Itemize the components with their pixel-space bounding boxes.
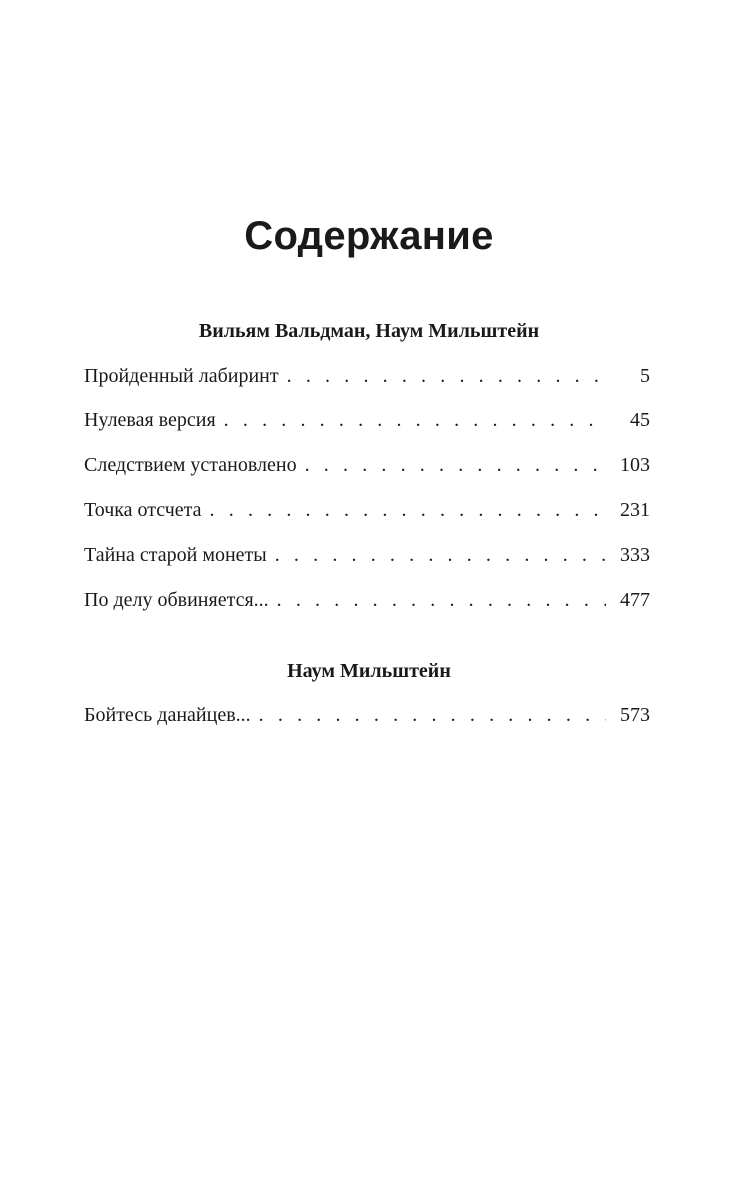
- toc-entry[interactable]: [84, 406, 650, 434]
- toc-entry-title: Следствием установлено: [84, 454, 297, 476]
- toc-dot-leader: [210, 496, 606, 524]
- toc-entry-title: Бойтесь данайцев...: [84, 704, 251, 726]
- toc-dot-leader: [287, 362, 606, 390]
- page-title: Содержание: [244, 214, 494, 258]
- toc-dot-leader: [224, 406, 606, 434]
- toc-entry[interactable]: [84, 541, 650, 569]
- toc-entry-page: 45: [630, 409, 650, 431]
- toc-dot-leader: [277, 586, 606, 614]
- toc-dot-leader: [275, 541, 606, 569]
- toc-entry-page: 573: [620, 704, 650, 726]
- toc-entry-title: Точка отсчета: [84, 499, 202, 521]
- toc-entry[interactable]: [84, 701, 650, 729]
- toc-entry[interactable]: [84, 586, 650, 614]
- section-author-2: Наум Мильштейн: [287, 660, 451, 682]
- toc-entry[interactable]: [84, 362, 650, 390]
- toc-entry[interactable]: [84, 496, 650, 524]
- toc-entry-page: 333: [620, 544, 650, 566]
- toc-dot-leader: [305, 451, 606, 479]
- section-author-1: Вильям Вальдман, Наум Мильштейн: [198, 320, 540, 342]
- toc-entry-page: 231: [620, 499, 650, 521]
- toc-entry-title: По делу обвиняется...: [84, 589, 269, 611]
- toc-entry-title: Тайна старой монеты: [84, 544, 267, 566]
- toc-entry-page: 103: [620, 454, 650, 476]
- toc-entry[interactable]: [84, 451, 650, 479]
- toc-entry-title: Пройденный лабиринт: [84, 365, 279, 387]
- toc-entry-title: Нулевая версия: [84, 409, 216, 431]
- toc-dot-leader: [259, 701, 606, 729]
- toc-entry-page: 5: [640, 365, 650, 387]
- toc-entry-page: 477: [620, 589, 650, 611]
